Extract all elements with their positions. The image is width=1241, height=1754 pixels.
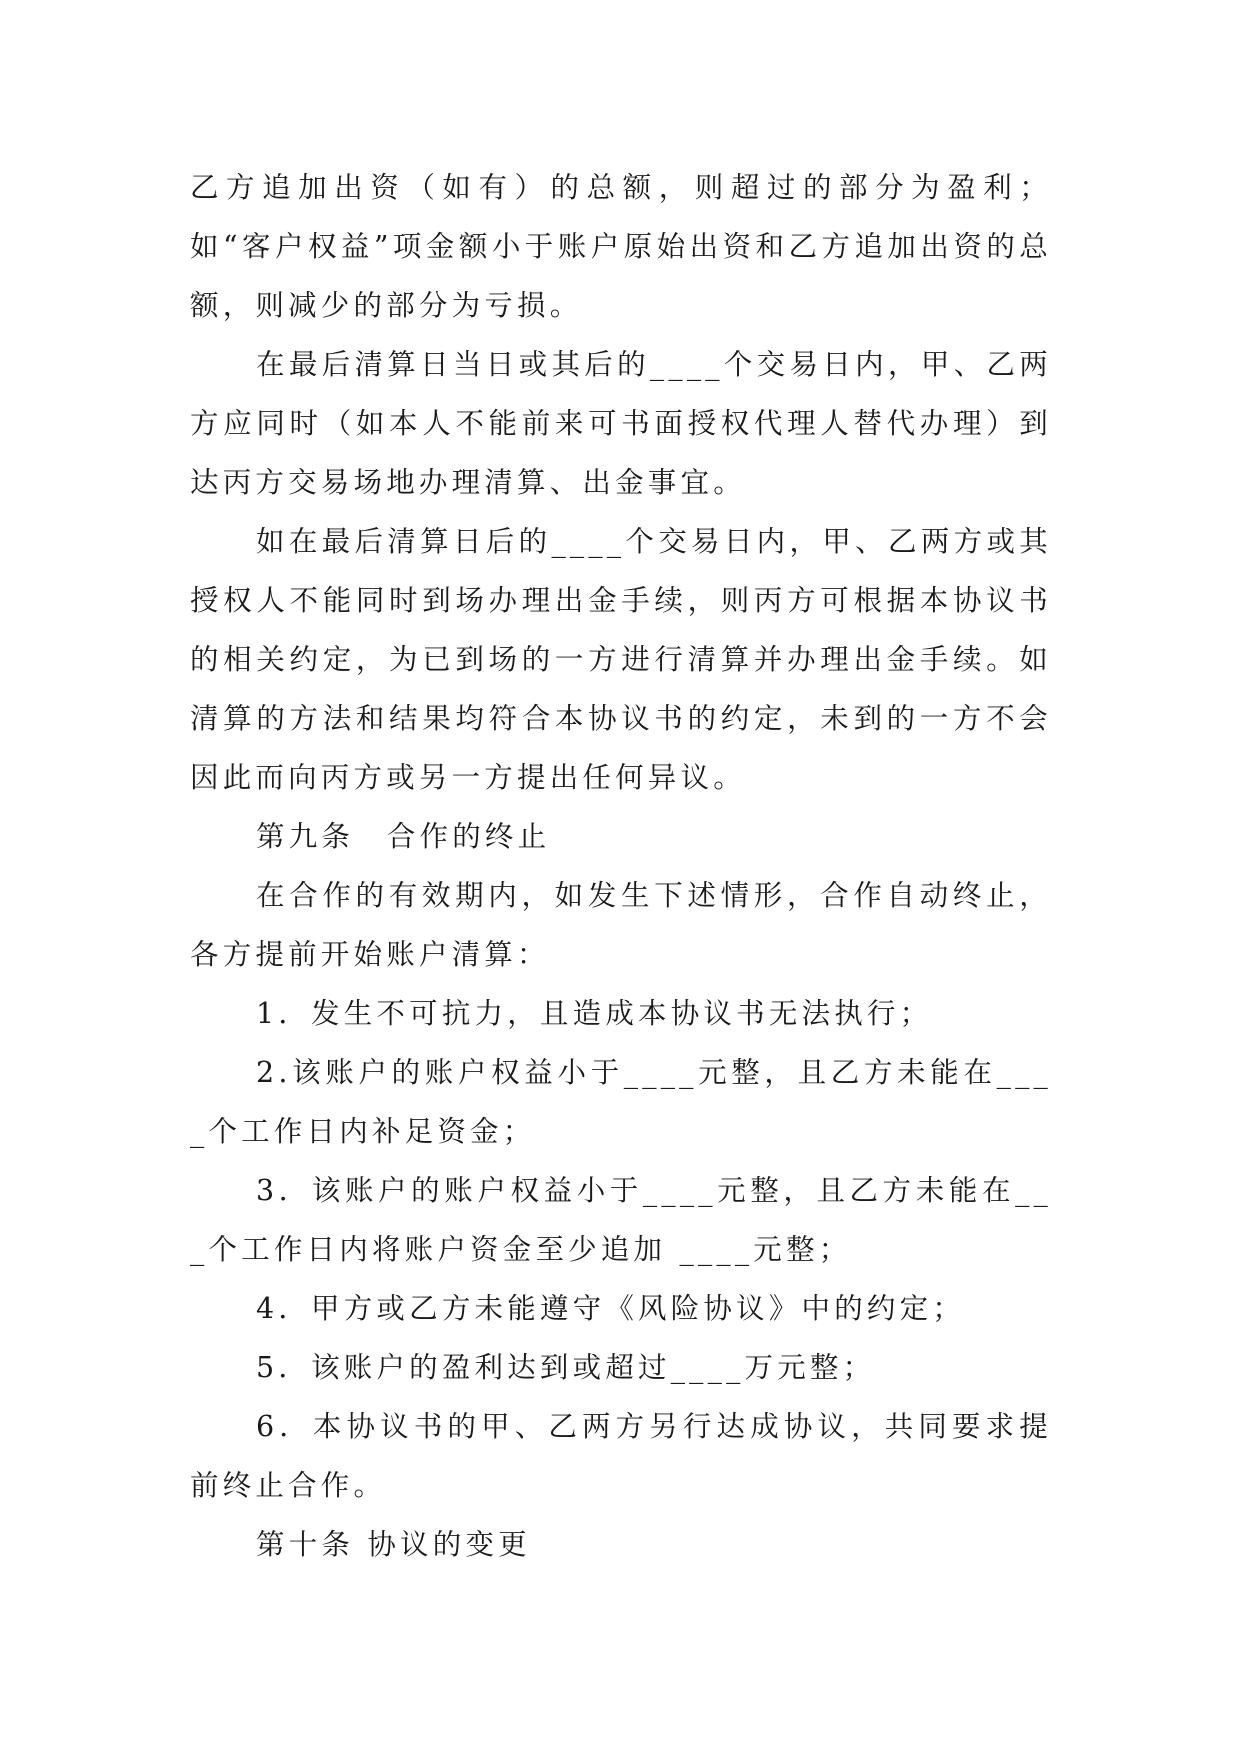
article-9-heading: 第九条 合作的终止 [256,820,551,853]
list-item-3: 3．该账户的账户权益小于____元整，且乙方未能在___个工作日内将账户资金至少追加 ____元整； [190,1174,1052,1266]
paragraph-termination-intro: 在合作的有效期内，如发生下述情形，合作自动终止，各方提前开始账户清算： [190,879,1052,971]
paragraph-absent-party: 如在最后清算日后的____个交易日内，甲、乙两方或其授权人不能同时到场办理出金手续，则丙方可根据本协议书的相关约定，为已到场的一方进行清算并办理出金手续。如清算的方法和结果均符合本协议书的约定，未到的一方不会因此而向丙方或另一方提出任何异议。 [190,525,1052,794]
list-item-1: 1．发生不可抗力，且造成本协议书无法执行； [256,997,933,1030]
list-item-4: 4．甲方或乙方未能遵守《风险协议》中的约定； [256,1292,966,1325]
paragraph-profit-loss: 乙方追加出资（如有）的总额，则超过的部分为盈利；如“客户权益”项金额小于账户原始出资和乙方追加出资的总额，则减少的部分为亏损。 [190,171,1052,322]
paragraph-settlement-time: 在最后清算日当日或其后的____个交易日内，甲、乙两方应同时（如本人不能前来可书面授权代理人替代办理）到达丙方交易场地办理清算、出金事宜。 [190,348,1052,499]
list-item-6: 6．本协议书的甲、乙两方另行达成协议，共同要求提前终止合作。 [190,1410,1052,1502]
article-10-heading: 第十条 协议的变更 [256,1528,531,1561]
document-body [190,158,1052,1574]
list-item-2: 2.该账户的账户权益小于____元整，且乙方未能在____个工作日内补足资金； [190,1056,1052,1148]
list-item-5: 5．该账户的盈利达到或超过____万元整； [256,1351,876,1384]
